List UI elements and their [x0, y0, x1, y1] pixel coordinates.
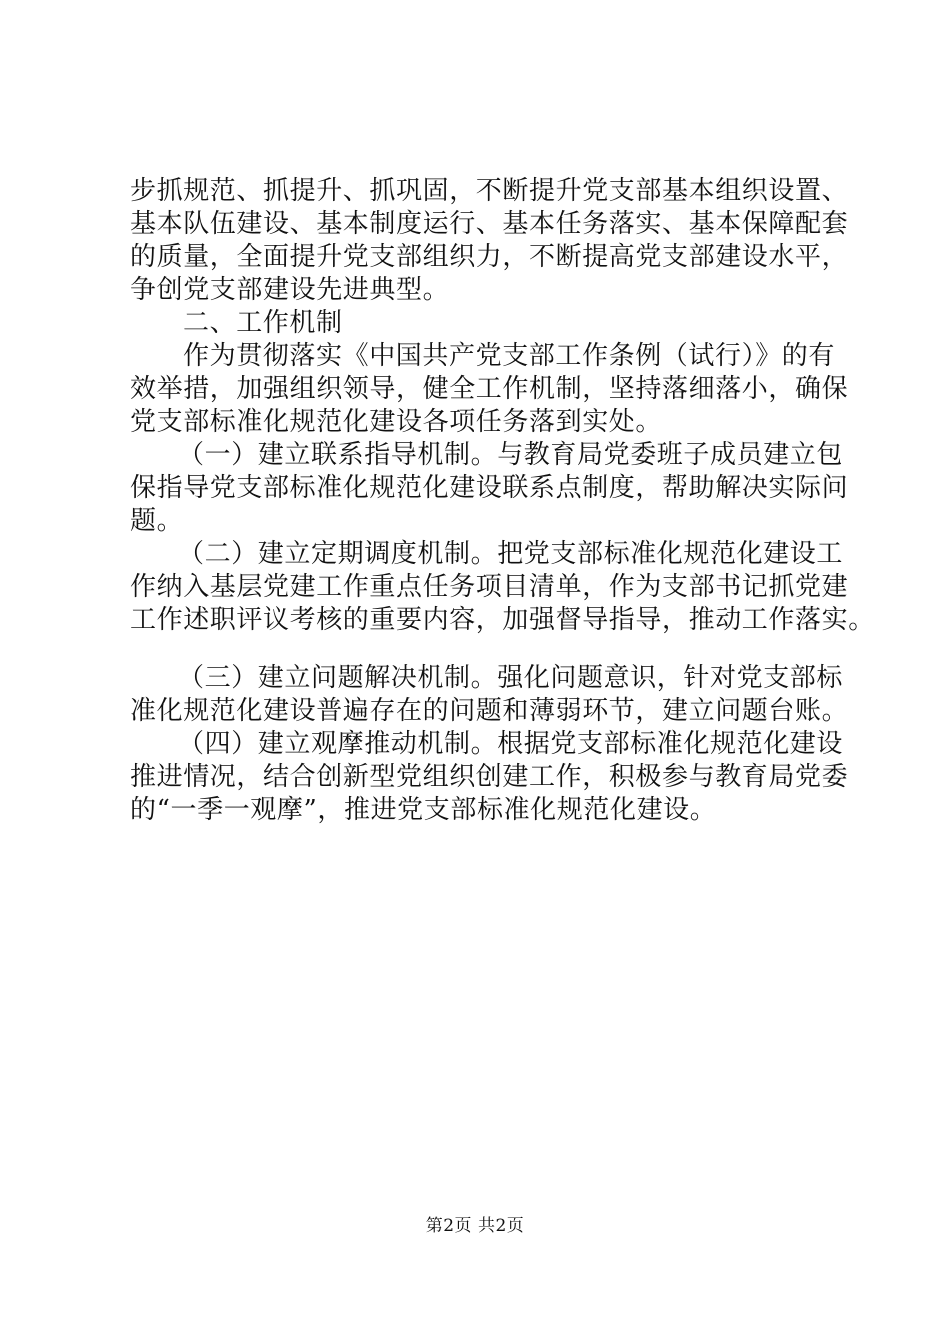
- paragraph-line: 工作述职评议考核的重要内容，加强督导指导，推动工作落实。: [130, 605, 875, 635]
- paragraph-line: 步抓规范、抓提升、抓巩固，不断提升党支部基本组织设置、: [130, 176, 849, 206]
- paragraph-line: （二）建立定期调度机制。把党支部标准化规范化建设工: [178, 539, 844, 569]
- paragraph-line: 题。: [130, 506, 184, 536]
- section-heading: 二、工作机制: [183, 308, 343, 338]
- paragraph-line: （一）建立联系指导机制。与教育局党委班子成员建立包: [178, 440, 844, 470]
- paragraph-line: 党支部标准化规范化建设各项任务落到实处。: [130, 407, 663, 437]
- paragraph-line: 争创党支部建设先进典型。: [130, 275, 450, 305]
- paragraph-line: （四）建立观摩推动机制。根据党支部标准化规范化建设: [178, 729, 844, 759]
- paragraph-line: 推进情况，结合创新型党组织创建工作，积极参与教育局党委: [130, 762, 849, 792]
- paragraph-line: 基本队伍建设、基本制度运行、基本任务落实、基本保障配套: [130, 209, 849, 239]
- paragraph-line: 作纳入基层党建工作重点任务项目清单，作为支部书记抓党建: [130, 572, 849, 602]
- paragraph-line: 作为贯彻落实《中国共产党支部工作条例（试行）》的有: [183, 341, 836, 371]
- paragraph-line: 效举措，加强组织领导，健全工作机制，坚持落细落小，确保: [130, 374, 849, 404]
- paragraph-line: 保指导党支部标准化规范化建设联系点制度，帮助解决实际问: [130, 473, 849, 503]
- page-footer: 第2页 共2页: [425, 1216, 525, 1236]
- paragraph-line: （三）建立问题解决机制。强化问题意识，针对党支部标: [178, 663, 844, 693]
- paragraph-line: 的“一季一观摩”，推进党支部标准化规范化建设。: [130, 795, 717, 825]
- paragraph-line: 的质量，全面提升党支部组织力，不断提高党支部建设水平，: [130, 242, 849, 272]
- paragraph-line: 准化规范化建设普遍存在的问题和薄弱环节，建立问题台账。: [130, 696, 849, 726]
